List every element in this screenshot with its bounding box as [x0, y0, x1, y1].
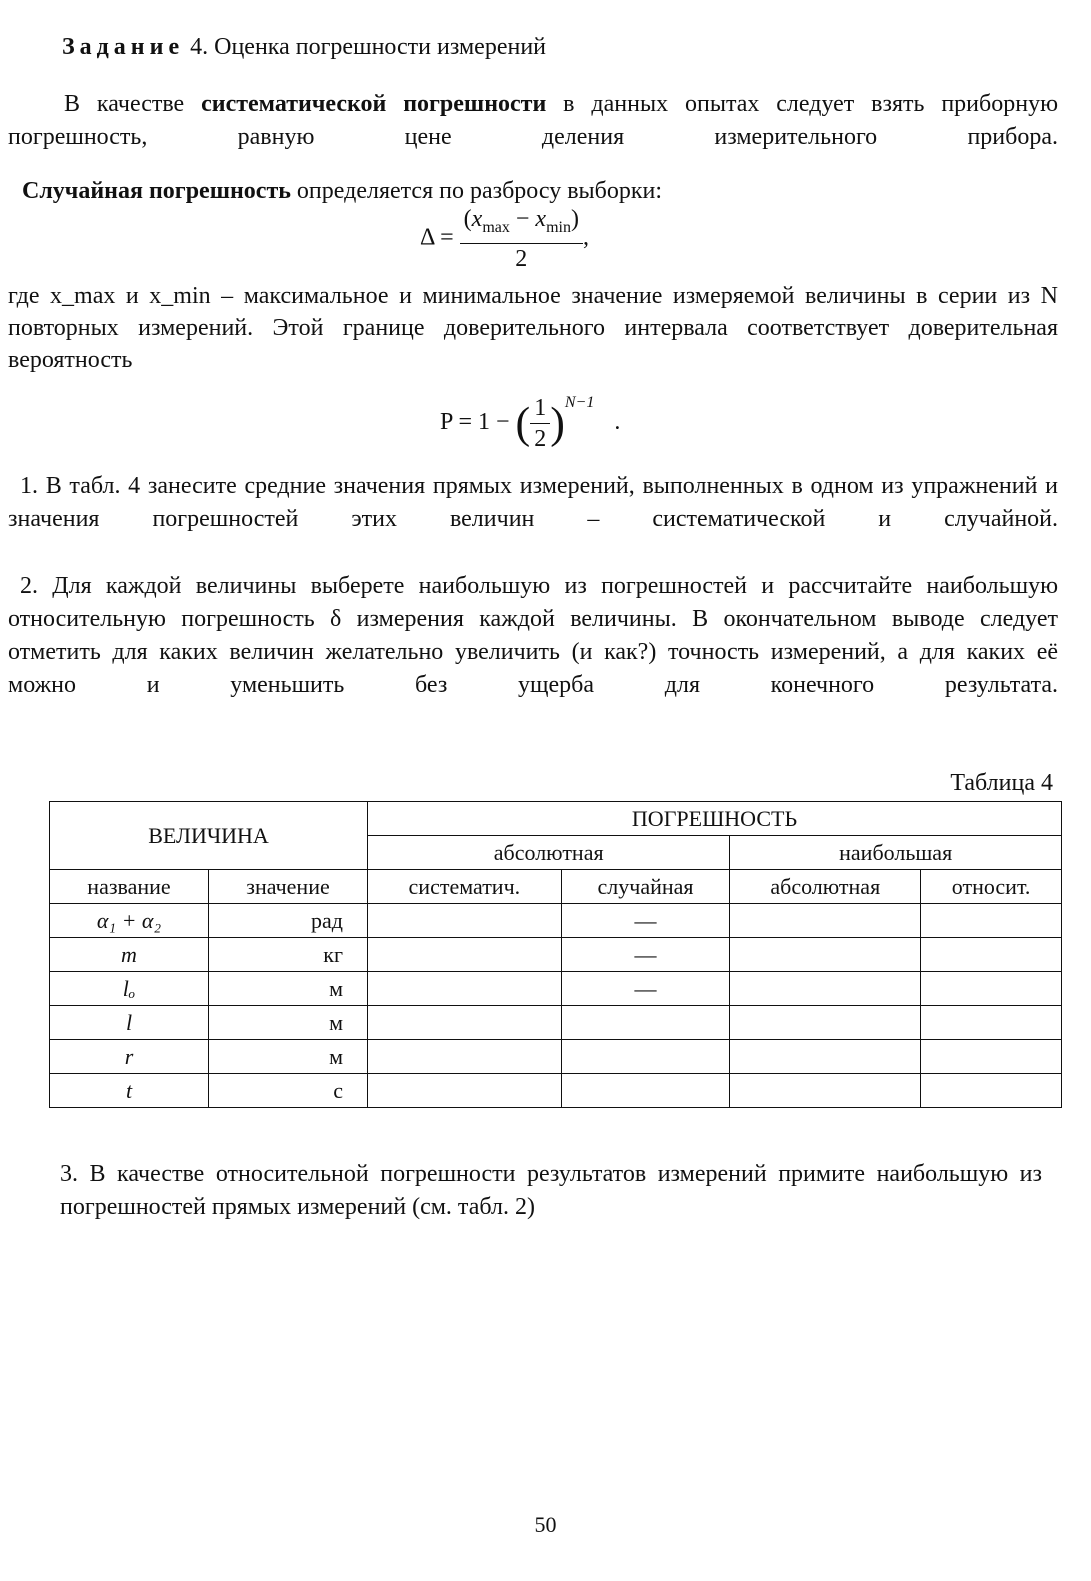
row-name: lₒ — [50, 972, 209, 1006]
cell-rel[interactable] — [921, 1040, 1062, 1074]
para1-post: в данных опытах следует взять приборную погрешность, равную цене деления измерительного прибора. — [8, 91, 1058, 150]
table-row — [50, 1006, 1062, 1040]
table-caption: Таблица 4 — [950, 770, 1053, 796]
cell-abs[interactable] — [730, 1040, 921, 1074]
cell-random[interactable] — [561, 1040, 730, 1074]
table-row — [50, 938, 1062, 972]
x-symbol: x — [471, 206, 483, 232]
row-unit: рад — [209, 904, 368, 938]
page-number: 50 — [534, 1512, 557, 1537]
cell-rel[interactable] — [921, 938, 1062, 972]
cell-random[interactable] — [561, 1074, 730, 1108]
cell-rel[interactable] — [921, 904, 1062, 938]
row-name: r — [50, 1040, 209, 1074]
cell-abs[interactable] — [730, 1006, 921, 1040]
cell-abs[interactable] — [730, 1074, 921, 1108]
item-2: 2. Для каждой величины выберете наибольшую из погрешностей и рассчитайте наибольшую относительную погрешность δ измерения каждой величины. В окончательном выводе следует отметить для каких величин желательно увеличить (и как?) точность измерений, а для каких её можно и уменьшить без ущерба для конечного результата. — [8, 573, 1058, 698]
formula1-comma: , — [582, 224, 589, 251]
cell-random[interactable]: — — [561, 938, 730, 972]
formula2-numerator: 1 — [530, 393, 550, 424]
para1-pre: В качестве — [64, 91, 202, 117]
cell-random[interactable]: — — [561, 904, 730, 938]
header-quantity: ВЕЛИЧИНА — [50, 802, 368, 870]
row-name: t — [50, 1074, 209, 1108]
column-headers — [50, 870, 1062, 904]
cell-systematic[interactable] — [368, 1074, 562, 1108]
formula1-fraction: $\frac{(x_{max} - x_{min})}{2}$ — [460, 204, 583, 274]
table-row — [50, 1074, 1062, 1108]
col-abs: абсолютная — [730, 870, 921, 904]
para2-bold: Случайная погрешность — [22, 178, 291, 204]
formula1-lhs: Δ = — [420, 224, 454, 251]
item-3: 3. В качестве относительной погрешности результатов измерений примите наибольшую из погрешностей прямых измерений (см. табл. 2) — [60, 1161, 1042, 1220]
max-subscript: max — [482, 218, 510, 236]
row-unit: м — [209, 1040, 368, 1074]
row-unit: кг — [209, 938, 368, 972]
formula1-denominator: 2 — [515, 245, 528, 272]
cell-abs[interactable] — [730, 904, 921, 938]
col-value: значение — [209, 870, 368, 904]
table-row — [50, 1040, 1062, 1074]
formula2-exponent: N−1 — [564, 394, 595, 411]
task-word: Задание — [62, 34, 185, 60]
min-subscript: min — [546, 218, 571, 236]
task-heading — [62, 32, 546, 62]
formula2-period: . — [614, 409, 621, 435]
x-symbol-2: x — [535, 206, 547, 232]
formula-delta — [420, 204, 589, 274]
col-systematic: систематич. — [368, 870, 562, 904]
col-rel: относит. — [921, 870, 1062, 904]
errors-table — [49, 801, 1062, 1108]
col-name: название — [50, 870, 209, 904]
cell-systematic[interactable] — [368, 904, 562, 938]
minus-sign: − — [509, 206, 536, 232]
row-unit: с — [209, 1074, 368, 1108]
paragraph-systematic — [8, 88, 1058, 154]
cell-abs[interactable] — [730, 938, 921, 972]
row-unit: м — [209, 972, 368, 1006]
task-title: 4. Оценка погрешности измерений — [190, 34, 546, 60]
row-name: m — [50, 938, 209, 972]
para1-bold: систематической погрешности — [201, 91, 547, 117]
table-row — [50, 904, 1062, 938]
formula2-denominator: 2 — [534, 425, 547, 452]
header-largest: наибольшая — [730, 836, 1062, 870]
formula2-lhs: P = 1 − — [440, 409, 510, 435]
cell-systematic[interactable] — [368, 1040, 562, 1074]
formula-probability: P = 1 − ( $\frac{1}{2}$ )$^{N-1}$ . — [440, 394, 621, 452]
paragraph-random — [22, 176, 662, 206]
header-absolute: абсолютная — [368, 836, 730, 870]
cell-random[interactable]: — — [561, 972, 730, 1006]
cell-random[interactable] — [561, 1006, 730, 1040]
cell-systematic[interactable] — [368, 1006, 562, 1040]
item-1: 1. В табл. 4 занесите средние значения прямых измерений, выполненных в одном из упражнений и значения погрешностей этих величин – систематической и случайной. — [8, 473, 1058, 532]
cell-rel[interactable] — [921, 972, 1062, 1006]
paragraph-where: где x_max и x_min – максимальное и минимальное значение измеряемой величины в серии из N повторных измерений. Этой границе доверительного интервала соответствует доверительная вероятность — [8, 283, 1058, 373]
row-name: α₁ + α₂ — [50, 904, 209, 938]
header-error: ПОГРЕШНОСТЬ — [368, 802, 1062, 836]
cell-rel[interactable] — [921, 1006, 1062, 1040]
row-name: l — [50, 1006, 209, 1040]
formula2-fraction — [530, 393, 550, 454]
table-row — [50, 972, 1062, 1006]
cell-abs[interactable] — [730, 972, 921, 1006]
para2-post: определяется по разбросу выборки: — [290, 178, 663, 204]
cell-rel[interactable] — [921, 1074, 1062, 1108]
cell-systematic[interactable] — [368, 972, 562, 1006]
row-unit: м — [209, 1006, 368, 1040]
col-random: случайная — [561, 870, 730, 904]
cell-systematic[interactable] — [368, 938, 562, 972]
